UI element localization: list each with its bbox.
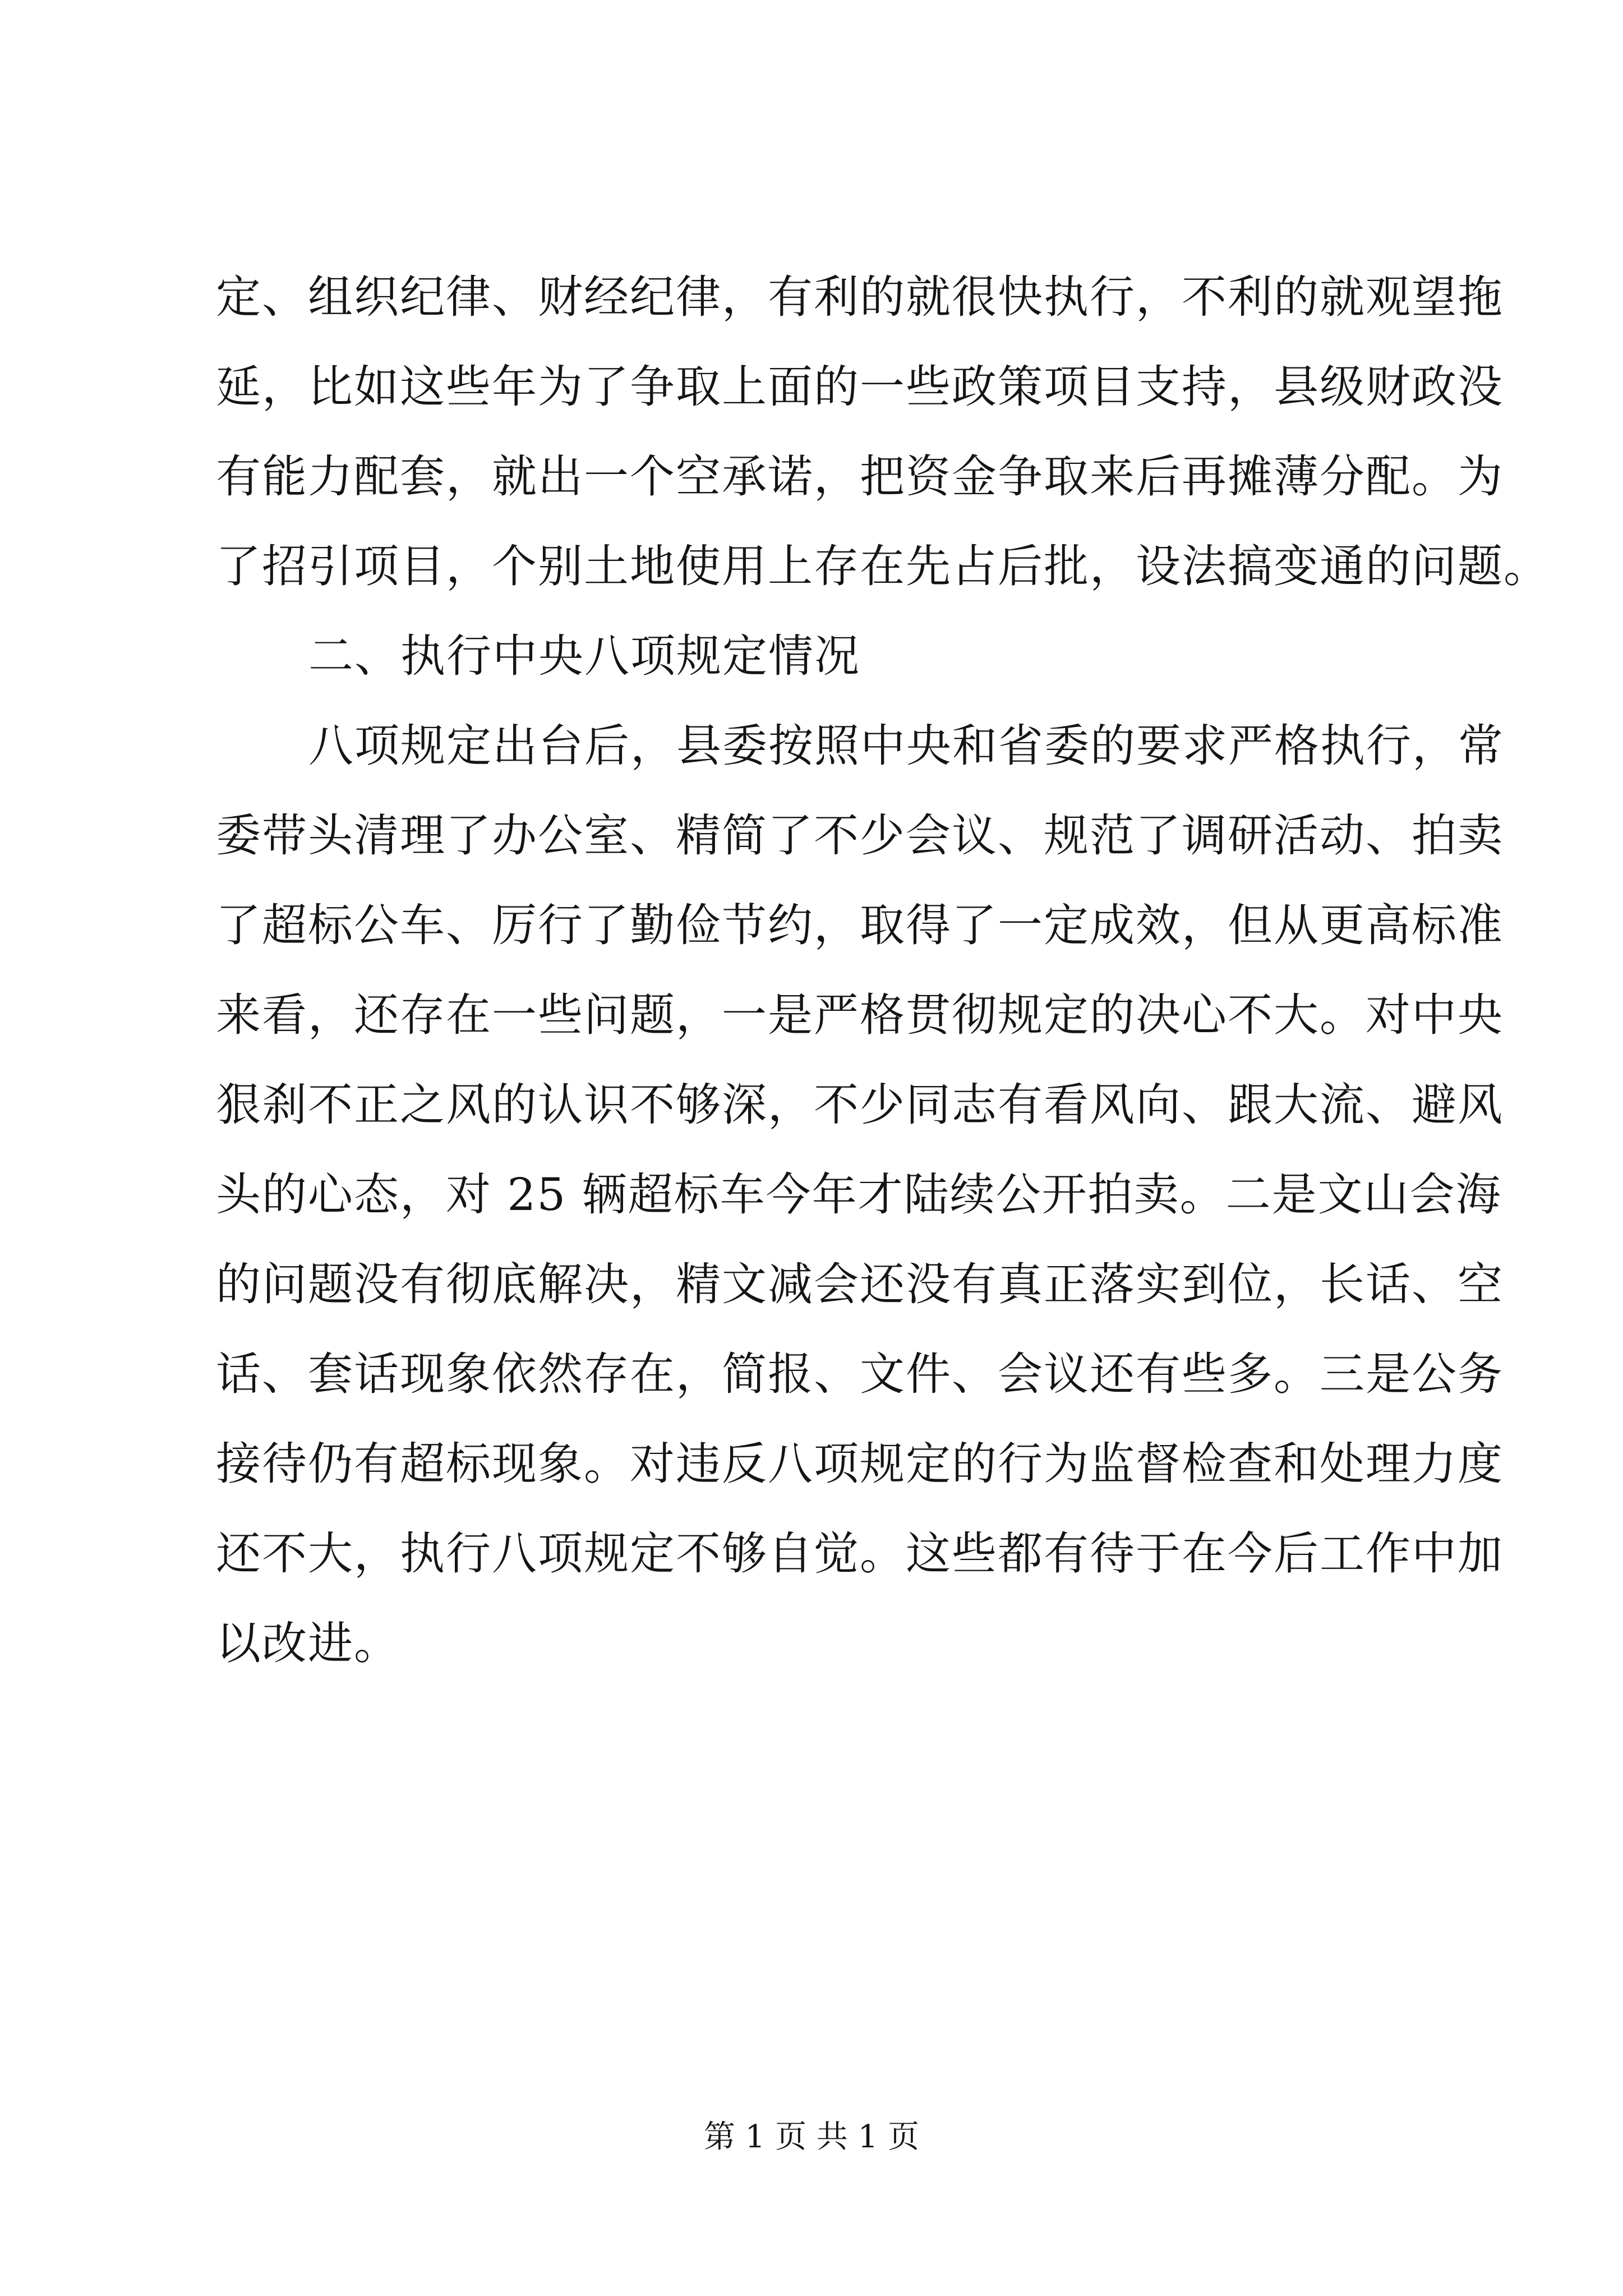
text-line: 的问题没有彻底解决，精文减会还没有真正落实到位，长话、空 [216,1258,1504,1310]
text-line: 委带头清理了办公室、精简了不少会议、规范了调研活动、拍卖 [216,809,1504,862]
text-line: 还不大，执行八项规定不够自觉。这些都有待于在今后工作中加 [216,1527,1504,1580]
section-heading: 二、执行中央八项规定情况 [308,630,860,682]
text-line: 了超标公车、厉行了勤俭节约，取得了一定成效，但从更高标准 [216,899,1504,951]
text-line: 话、套话现象依然存在，简报、文件、会议还有些多。三是公务 [216,1348,1504,1400]
text-line: 来看，还存在一些问题，一是严格贯彻规定的决心不大。对中央 [216,989,1504,1041]
text-line: 以改进。 [216,1617,400,1669]
page-number-footer: 第 1 页 共 1 页 [703,2119,920,2155]
text-line: 定、组织纪律、财经纪律，有利的就很快执行，不利的就观望拖 [216,271,1504,323]
text-line: 狠刹不正之风的认识不够深，不少同志有看风向、跟大流、避风 [216,1079,1504,1131]
text-line: 头的心态，对 25 辆超标车今年才陆续公开拍卖。二是文山会海 [216,1168,1502,1221]
text-line: 延，比如这些年为了争取上面的一些政策项目支持，县级财政没 [216,361,1504,413]
text-line: 八项规定出台后，县委按照中央和省委的要求严格执行，常 [308,720,1504,772]
text-line: 了招引项目，个别土地使用上存在先占后批，设法搞变通的问题。 [216,540,1550,592]
text-line: 接待仍有超标现象。对违反八项规定的行为监督检查和处理力度 [216,1438,1504,1490]
text-line: 有能力配套，就出一个空承诺，把资金争取来后再摊薄分配。为 [216,450,1504,503]
